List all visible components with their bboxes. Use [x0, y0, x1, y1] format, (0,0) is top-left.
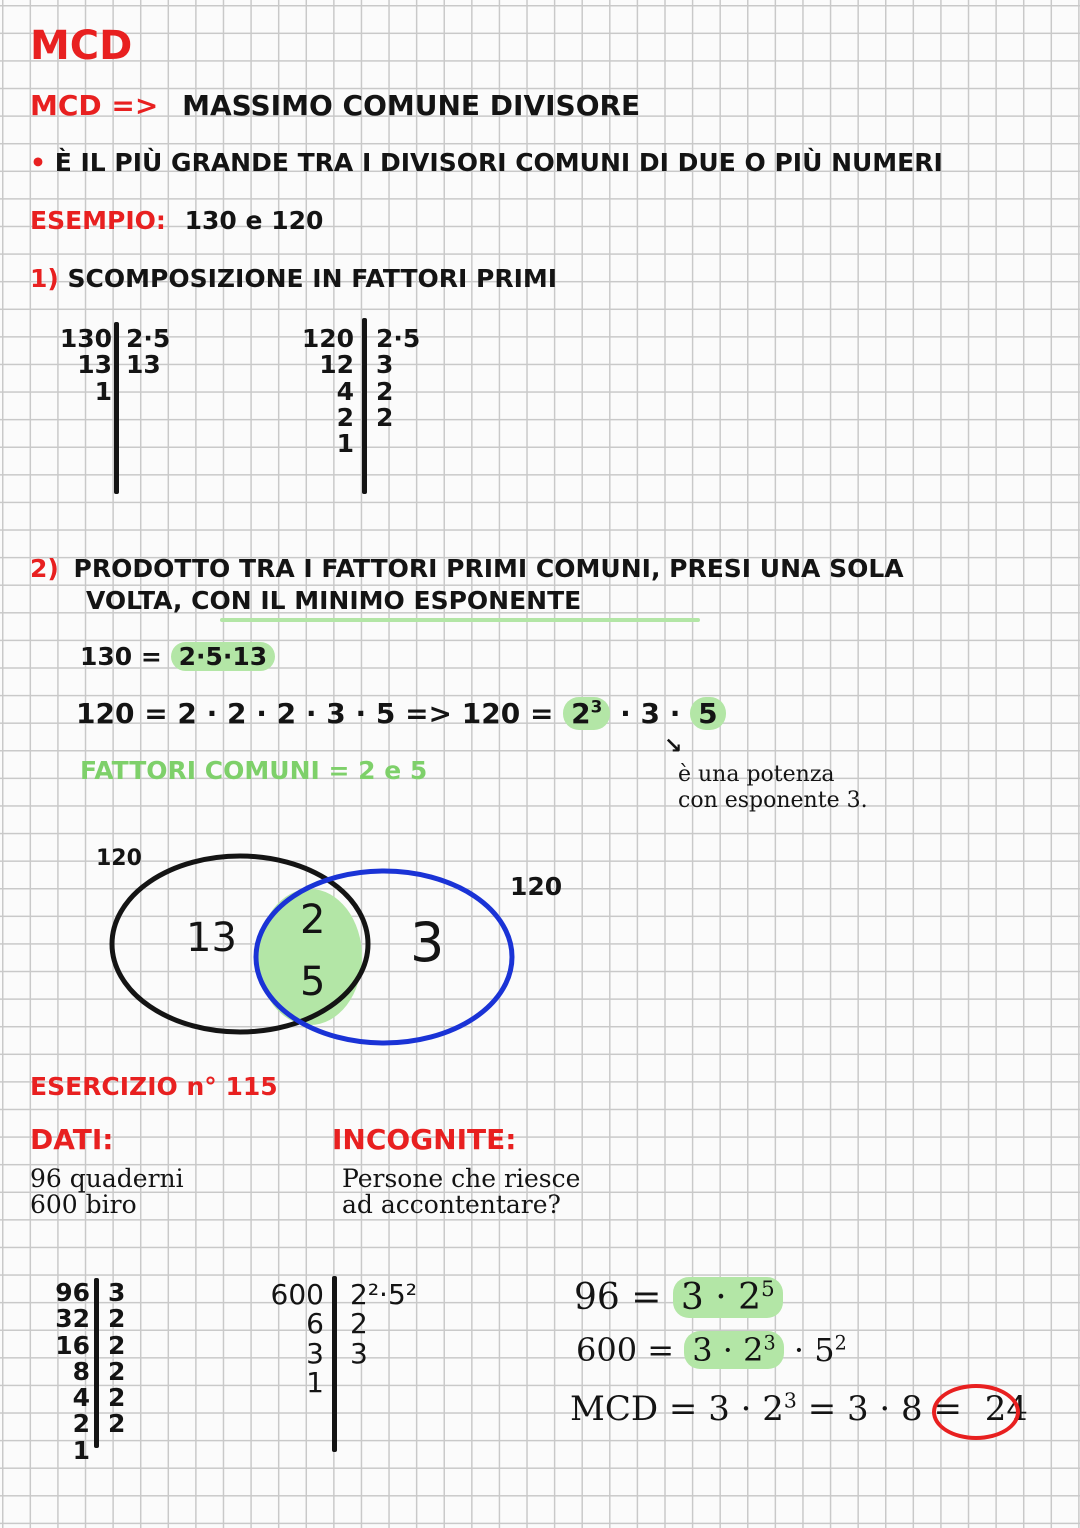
decomp-96-left-0: 96 — [55, 1278, 90, 1307]
decomp-130-left-2: 1 — [94, 376, 112, 406]
decomp-130-right-0: 2·5 — [126, 324, 171, 353]
decomp-130-right-1: 13 — [126, 350, 161, 380]
venn-right-only: 3 — [410, 911, 445, 974]
result-circle — [932, 1384, 1020, 1440]
example-label: ESEMPIO: — [30, 206, 166, 235]
decomp-96-left-3: 8 — [72, 1356, 90, 1386]
decomp-600-right-0: 2 — [350, 1307, 368, 1341]
decomp-130-left-1: 13 — [77, 350, 112, 380]
decomp-600-left-3: 1 — [306, 1366, 324, 1400]
decomp-120-right-0: 2·5 — [376, 324, 421, 353]
eq-120-tail: 5 — [690, 697, 725, 730]
eq-600-exp2: 2 — [834, 1331, 847, 1355]
decomp-600-left-1: 6 — [306, 1307, 324, 1341]
eq-120-exp: 3 — [590, 696, 603, 717]
decomp-600-bar — [332, 1276, 337, 1452]
decomp-600-right — [350, 1280, 417, 1368]
venn-left-only: 13 — [186, 915, 237, 961]
note-line1: è una potenza — [678, 762, 835, 787]
dati-list — [30, 1166, 184, 1219]
exercise-label: ESERCIZIO n° 115 — [30, 1072, 278, 1101]
mcd-full: MASSIMO COMUNE DIVISORE — [182, 89, 641, 122]
incognite-label: INCOGNITE: — [332, 1123, 517, 1156]
eq-96-exp: 5 — [761, 1277, 775, 1302]
eq-96-lhs: 96 = — [574, 1277, 662, 1318]
dati-item-0: 96 quaderni — [30, 1164, 184, 1193]
step2-text1: PRODOTTO TRA I FATTORI PRIMI COMUNI, PRESI UNA SOLA — [73, 554, 904, 583]
eq-600-tail: · 5 — [793, 1331, 835, 1369]
example-value: 130 e 120 — [184, 206, 324, 235]
incognite-item-0: Persone che riesce — [342, 1164, 581, 1193]
decomp-96-right-0: 3 — [108, 1278, 126, 1307]
decomp-120-left-0: 120 — [301, 324, 354, 353]
decomp-96-right-4: 2 — [108, 1383, 126, 1412]
decomp-96-bar — [94, 1278, 99, 1448]
decomp-96-left-1: 32 — [55, 1304, 90, 1334]
arrow-icon: ↘ — [664, 734, 683, 759]
decomp-96-left-5: 2 — [72, 1409, 90, 1439]
dati-item-1: 600 biro — [30, 1190, 137, 1220]
decomp-120-left-1: 12 — [319, 350, 354, 380]
eq-600-base: 3 · 2 — [692, 1331, 764, 1369]
decomp-120-left-3: 2 — [336, 402, 354, 432]
decomp-96-right — [108, 1280, 125, 1438]
eq-600-lhs: 600 = — [576, 1331, 675, 1369]
venn-label-right: 120 — [510, 872, 563, 901]
common-factors: FATTORI COMUNI = 2 e 5 — [80, 756, 428, 785]
decomp-600-left-2: 3 — [306, 1336, 324, 1370]
decomp-600-right-1: 3 — [350, 1336, 368, 1370]
decomp-96-left-2: 16 — [55, 1330, 90, 1360]
decomp-120-right-2: 2 — [376, 376, 394, 406]
decomp-120-left-2: 4 — [336, 376, 354, 406]
eq-120-lhs: 120 = 2 · 2 · 2 · 3 · 5 => 120 = — [76, 697, 554, 730]
decomp-96-right-5: 2 — [108, 1409, 126, 1439]
dati-label: DATI: — [30, 1123, 114, 1156]
decomp-96-right-1: 2 — [108, 1304, 126, 1334]
eq-600-exp: 3 — [763, 1331, 776, 1355]
venn-shared-top: 2 — [300, 897, 326, 943]
eq-96 — [574, 1277, 783, 1318]
page-title: MCD — [30, 23, 133, 69]
eq-130-lhs: 130 = — [80, 642, 162, 671]
venn-label-left: 120 — [96, 846, 142, 871]
decomp-96-left-4: 4 — [72, 1383, 90, 1412]
decomp-600-left — [250, 1280, 324, 1398]
decomp-96-left — [30, 1280, 90, 1464]
incognite-list — [342, 1166, 580, 1219]
step1-number: 1) — [30, 264, 59, 293]
mcd-abbr: MCD => — [30, 89, 159, 122]
eq-120-base: 2 — [571, 697, 591, 730]
venn-shared-bottom: 5 — [300, 959, 326, 1005]
mcd-exp: 3 — [783, 1388, 797, 1413]
decomp-600-right-top: 2²·5² — [350, 1278, 417, 1311]
decomp-600-left-0: 600 — [270, 1278, 324, 1311]
incognite-item-1: ad accontentare? — [342, 1190, 561, 1220]
eq-600-hl — [684, 1331, 783, 1369]
mcd-lhs: MCD = 3 · 2 — [570, 1389, 784, 1429]
note-line2: con esponente 3. — [678, 788, 868, 813]
step2-text2b: CON IL MINIMO ESPONENTE — [191, 586, 582, 615]
decomp-96-right-3: 2 — [108, 1356, 126, 1386]
step2-number: 2) — [30, 554, 59, 583]
step1-title: SCOMPOSIZIONE IN FATTORI PRIMI — [67, 264, 558, 293]
decomp-96-left-6: 1 — [72, 1435, 90, 1465]
eq-120-mid: · 3 · — [620, 697, 681, 730]
definition-sentence: È IL PIÙ GRANDE TRA I DIVISORI COMUNI DI DUE O PIÙ NUMERI — [54, 148, 943, 177]
eq-130-rhs: 2·5·13 — [171, 642, 276, 671]
decomp-96-right-2: 2 — [108, 1330, 126, 1360]
eq-600 — [576, 1331, 847, 1369]
eq-96-rhs — [673, 1277, 783, 1318]
decomp-120-right-1: 3 — [376, 350, 394, 380]
mcd-result: 24 — [984, 1389, 1029, 1429]
decomp-120-right-3: 2 — [376, 402, 394, 432]
step2-text2a: VOLTA, — [86, 586, 183, 615]
bullet: • — [30, 148, 46, 177]
decomp-120-left-4: 1 — [336, 429, 354, 458]
eq-96-base: 3 · 2 — [680, 1277, 762, 1318]
mcd-mid: = 3 · 8 = — [807, 1389, 962, 1429]
decomp-130-left-0: 130 — [59, 324, 112, 353]
